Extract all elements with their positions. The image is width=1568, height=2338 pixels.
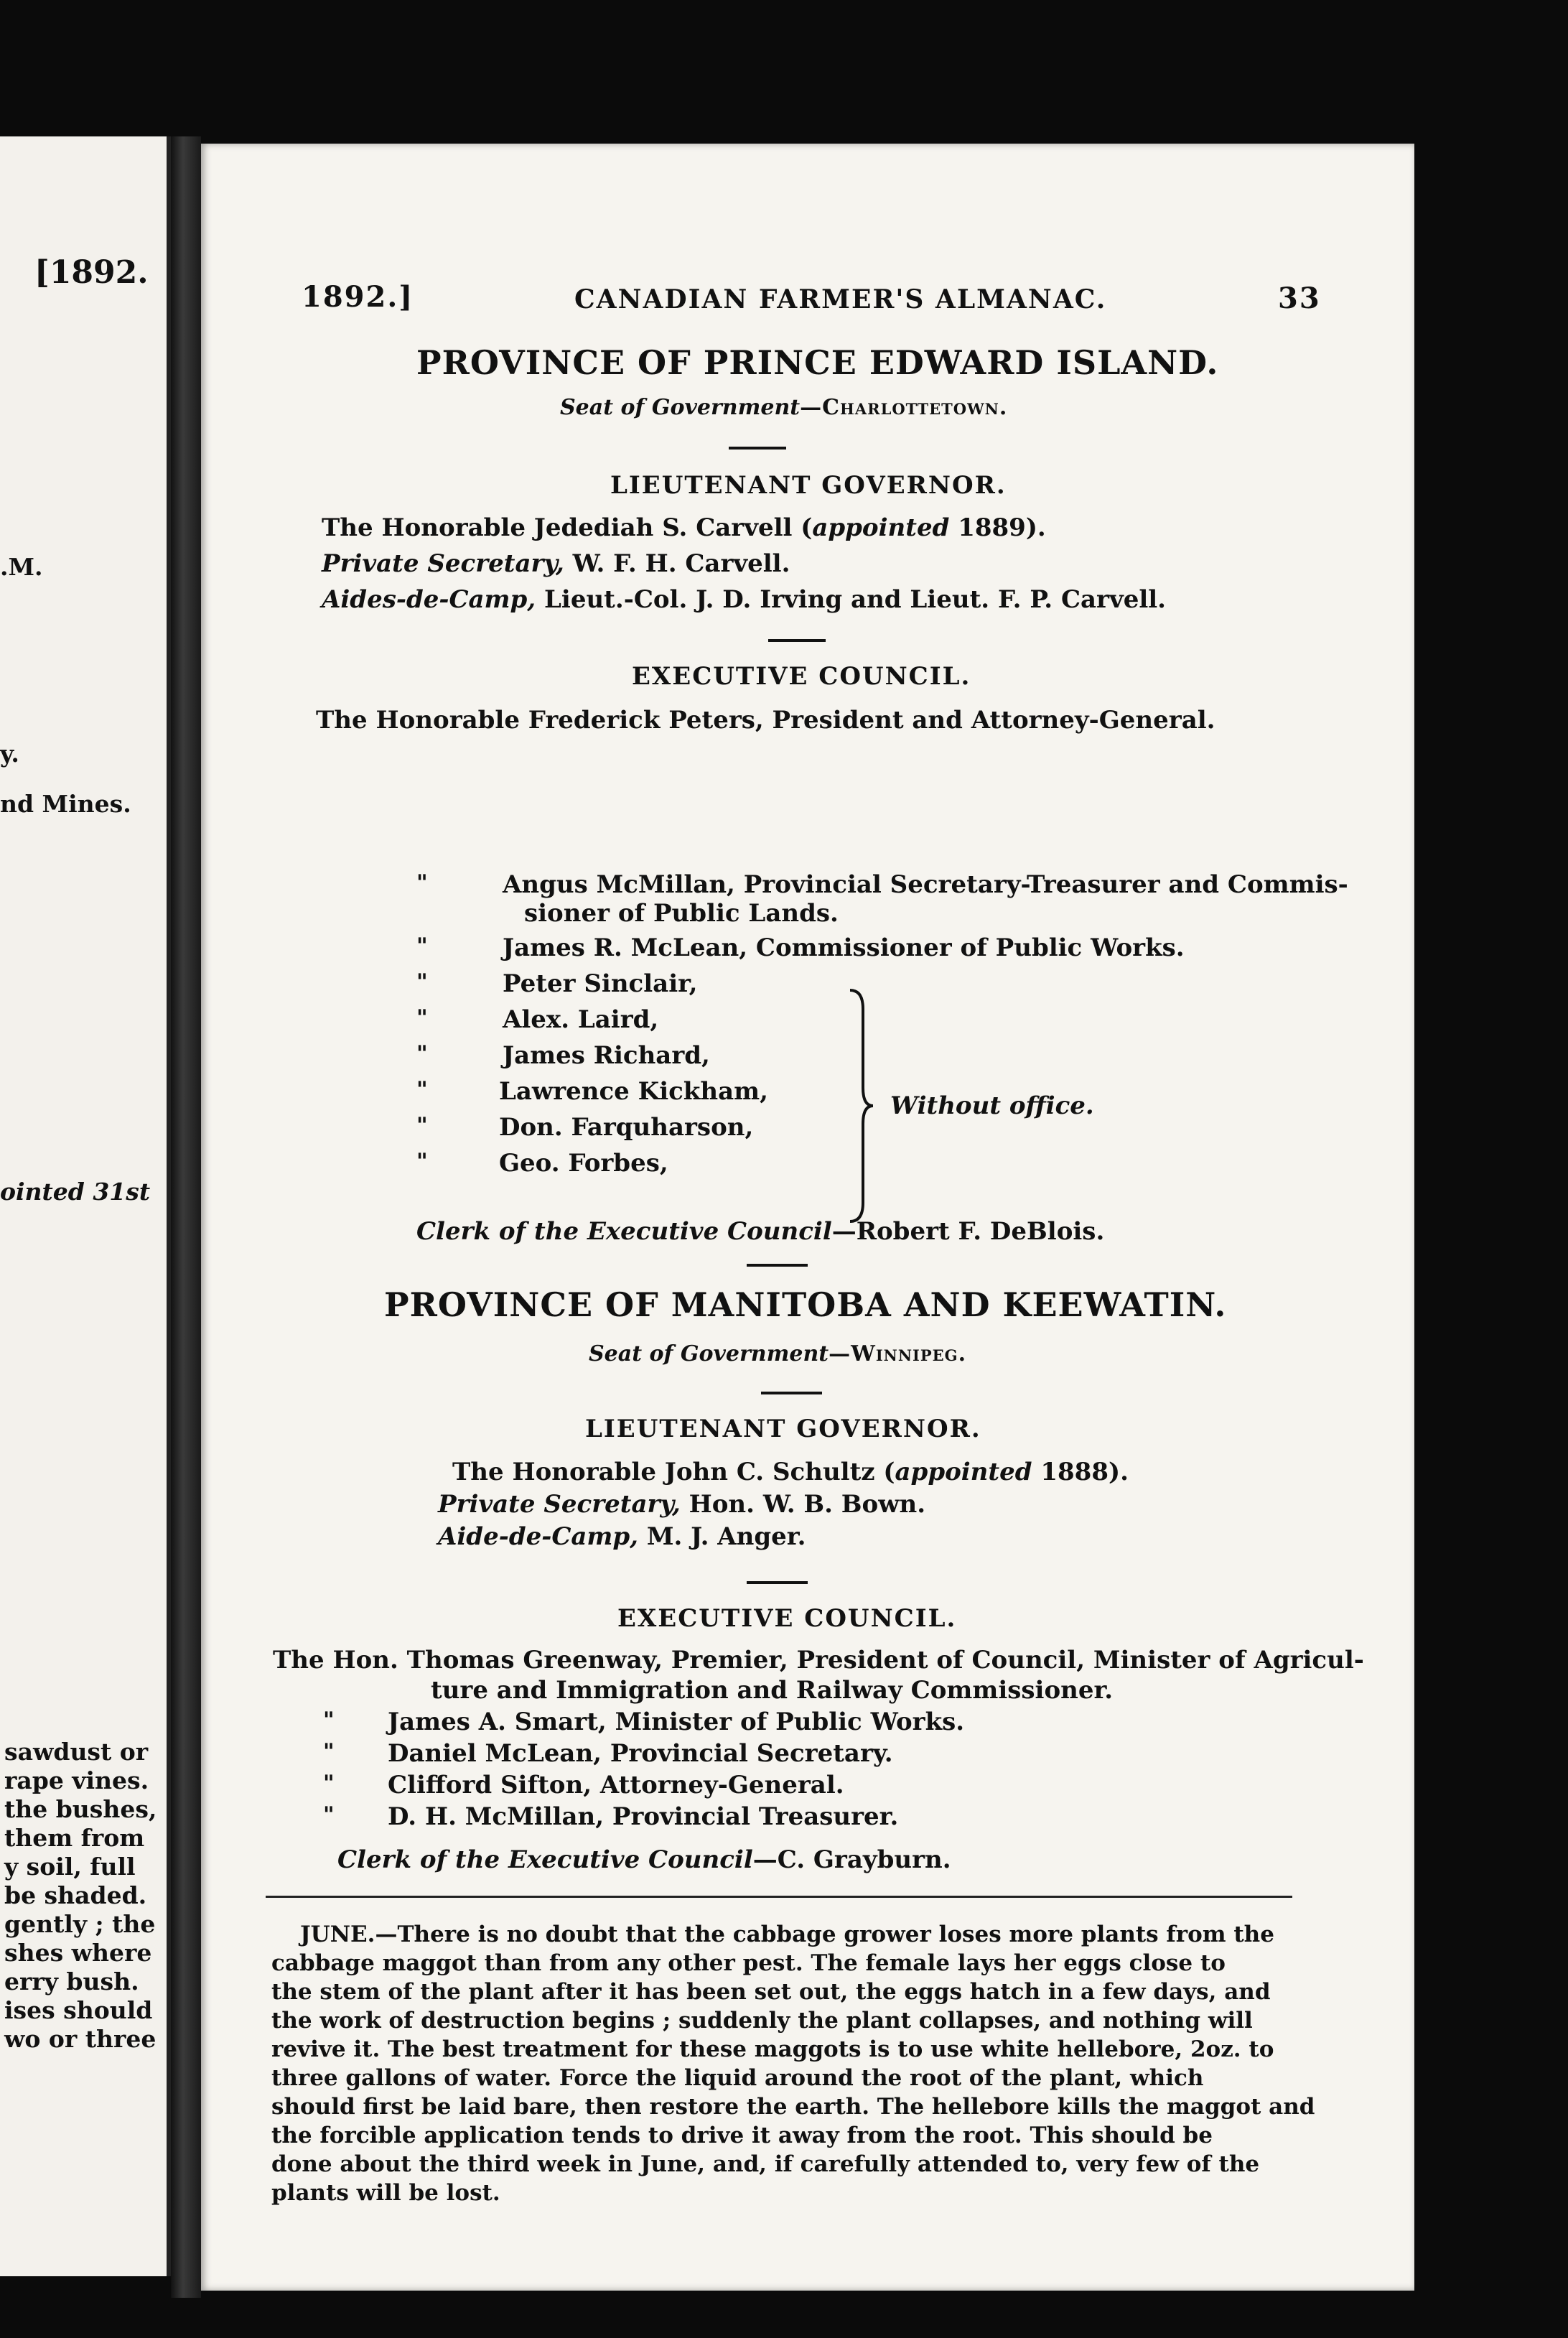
role-label: Private Secretary, — [438, 1490, 681, 1519]
council-member: James Richard, — [503, 1041, 710, 1070]
council-member: Peter Sinclair, — [503, 969, 698, 998]
ditto-mark: " — [416, 1041, 428, 1066]
role-label: Private Secretary, — [322, 549, 564, 578]
council-member: Daniel McLean, Provincial Secretary. — [388, 1739, 893, 1768]
without-office-label: Without office. — [890, 1091, 1094, 1120]
manitoba-ec-premier: The Hon. Thomas Greenway, Premier, President of Council, Minister of Agricul- — [273, 1646, 1364, 1675]
council-member: James A. Smart, Minister of Public Works. — [388, 1708, 965, 1736]
lg-text-italic: appointed — [895, 1458, 1032, 1486]
manitoba-private-secretary — [438, 1490, 925, 1519]
manitoba-ec-premier-cont: ture and Immigration and Railway Commissioner. — [431, 1676, 1114, 1705]
council-member: Lawrence Kickham, — [499, 1077, 768, 1106]
june-note-line: JUNE.—There is no doubt that the cabbage grower loses more plants from the — [300, 1922, 1274, 1947]
lg-text: 1888). — [1032, 1458, 1129, 1486]
ditto-mark: " — [416, 870, 428, 895]
book-gutter — [171, 136, 201, 2298]
council-member: Angus McMillan, Provincial Secretary-Treasurer and Commis- — [503, 870, 1348, 899]
left-page-year: [1892. — [34, 254, 149, 291]
brace-bracket — [847, 987, 876, 1224]
pei-clerk — [416, 1217, 1104, 1246]
council-member: James R. McLean, Commissioner of Public Works. — [503, 933, 1185, 962]
manitoba-lg-line — [452, 1458, 1129, 1486]
role-name: Lieut.-Col. J. D. Irving and Lieut. F. P. Carvell. — [536, 585, 1167, 614]
left-page-fragment: y. — [0, 740, 19, 768]
left-page-fragment: .M. — [0, 553, 43, 581]
role-name: —Robert F. DeBlois. — [831, 1217, 1105, 1246]
seat-city: —Winnipeg. — [829, 1341, 967, 1366]
role-label: Aides-de-Camp, — [322, 585, 536, 614]
june-note-line: the work of destruction begins ; suddenly the plant collapses, and nothing will — [271, 2008, 1253, 2034]
left-facing-page — [0, 136, 171, 2276]
council-member: sioner of Public Lands. — [524, 899, 839, 928]
ditto-mark: " — [323, 1739, 335, 1764]
june-note-line: plants will be lost. — [271, 2180, 500, 2206]
page-number: 33 — [1278, 281, 1321, 315]
june-note-line: the stem of the plant after it has been set out, the eggs hatch in a few days, and — [271, 1979, 1271, 2005]
council-member: Geo. Forbes, — [499, 1149, 668, 1178]
ditto-mark: " — [323, 1708, 335, 1733]
role-name: W. F. H. Carvell. — [564, 549, 790, 578]
ditto-mark: " — [416, 969, 428, 995]
left-page-line: the bushes, — [4, 1795, 157, 1823]
pei-ec-president: The Honorable Frederick Peters, President and Attorney-General. — [316, 706, 1215, 735]
seat-city: —Charlottetown. — [800, 395, 1008, 420]
divider-rule — [729, 447, 786, 450]
ditto-mark: " — [323, 1771, 335, 1796]
council-member: Don. Farquharson, — [499, 1113, 754, 1142]
header-title: CANADIAN FARMER'S ALMANAC. — [574, 284, 1107, 315]
pei-private-secretary — [322, 549, 790, 578]
left-page-line: them from — [4, 1824, 145, 1852]
divider-rule — [761, 1392, 822, 1394]
left-page-fragment: ointed 31st — [0, 1178, 151, 1206]
lg-text: 1889). — [949, 513, 1046, 542]
left-page-fragment: nd Mines. — [0, 790, 131, 818]
divider-rule — [747, 1264, 808, 1267]
council-member: Alex. Laird, — [503, 1005, 659, 1034]
role-name: Hon. W. B. Bown. — [680, 1490, 926, 1519]
pei-ec-heading: EXECUTIVE COUNCIL. — [632, 662, 971, 691]
left-page-line: sawdust or — [4, 1738, 149, 1766]
role-label: Clerk of the Executive Council — [337, 1845, 753, 1874]
manitoba-aide-de-camp — [438, 1522, 806, 1551]
left-page-line: erry bush. — [4, 1967, 139, 1995]
june-note-line: should first be laid bare, then restore the earth. The hellebore kills the maggot and — [271, 2094, 1315, 2120]
pei-lg-heading: LIEUTENANT GOVERNOR. — [610, 471, 1007, 500]
divider-rule — [747, 1581, 808, 1584]
council-member: Clifford Sifton, Attorney-General. — [388, 1771, 844, 1799]
footnote-rule — [266, 1896, 1292, 1898]
ditto-mark: " — [416, 1077, 428, 1102]
left-page-line: y soil, full — [4, 1853, 136, 1881]
divider-rule — [768, 639, 826, 642]
left-page-line: ises should — [4, 1996, 153, 2024]
seat-label: Seat of Government — [589, 1341, 829, 1366]
june-note-line: cabbage maggot than from any other pest. The female lays her eggs close to — [271, 1950, 1226, 1976]
june-note-line: the forcible application tends to drive it away from the root. This should be — [271, 2123, 1213, 2148]
manitoba-title: PROVINCE OF MANITOBA AND KEEWATIN. — [384, 1285, 1227, 1324]
lg-text-italic: appointed — [812, 513, 950, 542]
left-page-line: be shaded. — [4, 1881, 147, 1909]
ditto-mark: " — [416, 933, 428, 959]
pei-aides-de-camp — [322, 585, 1166, 614]
lg-text: The Honorable John C. Schultz ( — [452, 1458, 895, 1486]
almanac-page — [201, 144, 1414, 2291]
june-note-line: done about the third week in June, and, if carefully attended to, very few of the — [271, 2151, 1260, 2177]
role-label: Clerk of the Executive Council — [416, 1217, 832, 1246]
left-page-line: wo or three — [4, 2025, 157, 2053]
manitoba-lg-heading: LIEUTENANT GOVERNOR. — [585, 1415, 981, 1443]
pei-seat — [560, 395, 1007, 420]
seat-label: Seat of Government — [560, 395, 801, 420]
ditto-mark: " — [323, 1802, 335, 1827]
council-member: D. H. McMillan, Provincial Treasurer. — [388, 1802, 899, 1831]
header-year: 1892.] — [302, 280, 414, 314]
role-name: —C. Grayburn. — [752, 1845, 951, 1874]
manitoba-seat — [589, 1341, 966, 1366]
ditto-mark: " — [416, 1113, 428, 1138]
manitoba-ec-heading: EXECUTIVE COUNCIL. — [617, 1604, 957, 1633]
pei-title: PROVINCE OF PRINCE EDWARD ISLAND. — [416, 343, 1219, 382]
pei-lg-line — [322, 513, 1046, 542]
lg-text: The Honorable Jedediah S. Carvell ( — [322, 513, 813, 542]
manitoba-clerk — [337, 1845, 951, 1874]
ditto-mark: " — [416, 1149, 428, 1174]
role-name: M. J. Anger. — [638, 1522, 806, 1551]
june-note-line: three gallons of water. Force the liquid around the root of the plant, which — [271, 2065, 1204, 2091]
ditto-mark: " — [416, 1005, 428, 1030]
left-page-line: rape vines. — [4, 1766, 149, 1794]
left-page-line: shes where — [4, 1939, 152, 1967]
left-page-line: gently ; the — [4, 1910, 156, 1938]
june-note-line: revive it. The best treatment for these maggots is to use white hellebore, 2oz. to — [271, 2036, 1274, 2062]
role-label: Aide-de-Camp, — [438, 1522, 639, 1551]
